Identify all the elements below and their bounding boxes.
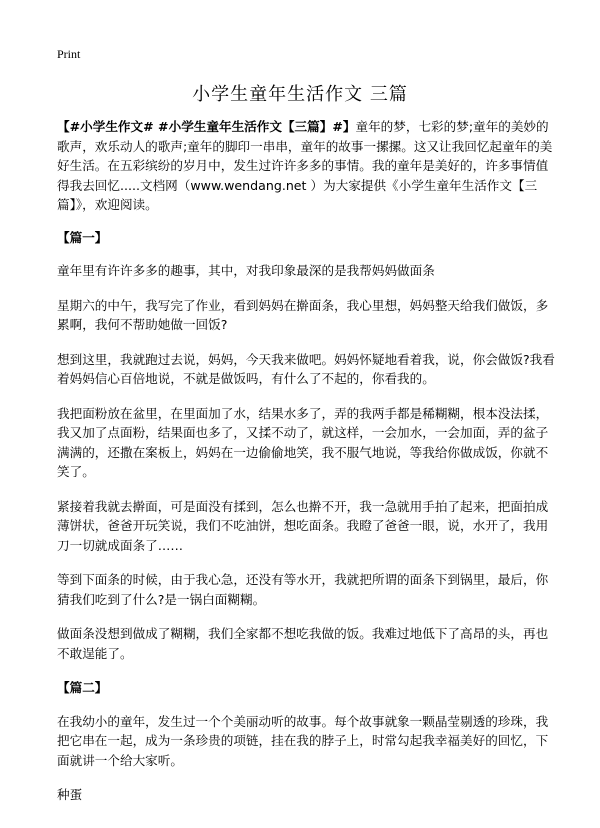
- paragraph: 在我幼小的童年，发生过一个个美丽动听的故事。每个故事就象一颗晶莹剔透的珍珠，我把它串在一起，成为一条珍贵的项链，挂在我的脖子上，时常勾起我幸福美好的回忆，下面就讲一个给大家听。: [57, 713, 549, 768]
- intro-tag: 【#小学生作文# #小学生童年生活作文【三篇】#】: [57, 119, 356, 134]
- paragraph: 星期六的中午，我写完了作业，看到妈妈在擀面条，我心里想，妈妈整天给我们做饭，多累啊，我何不帮助她做一回饭?: [57, 297, 549, 332]
- paragraph: 等到下面条的时候，由于我心急，还没有等水开，我就把所谓的面条下到锅里，最后，你猜我们吃到了什么?是一锅白面糊糊。: [57, 572, 549, 607]
- paragraph: 想到这里，我就跑过去说，妈妈，今天我来做吧。妈妈怀疑地看着我，说，你会做饭?我看着妈妈信心百倍地说，不就是做饭吗，有什么了不起的，你看我的。: [57, 351, 555, 386]
- intro-text: 童年的梦，七彩的梦;童年的美妙的歌声，欢乐动人的歌声;童年的脚印一串串，童年的故事一摞摞。这又让我回忆起童年的美好生活。在五彩缤纷的岁月中，发生过许许多多的事情。我的童年是美好的，许多事情值得我去回忆.....文档网（www.wendang.net ）为大家提供《小学生童年生活作文【三篇】》，欢迎阅读。: [57, 119, 553, 212]
- paragraph: 紧接着我就去擀面，可是面没有揉到，怎么也擀不开，我一急就用手拍了起来，把面拍成薄饼状，爸爸开玩笑说，我们不吃油饼，想吃面条。我瞪了爸爸一眼，说，水开了，我用刀一切就成面条了……: [57, 498, 549, 553]
- paragraph: 我把面粉放在盆里，在里面加了水，结果水多了，弄的我两手都是稀糊糊，根本没法揉，我又加了点面粉，结果面也多了，又揉不动了，就这样，一会加水，一会加面，弄的盆子满满的，还撒在案板上，妈妈在一边偷偷地笑，我不服气地说，等我给你做成饭，你就不笑了。: [57, 405, 549, 479]
- paragraph: 种蛋: [57, 787, 83, 802]
- print-label: Print: [57, 47, 81, 61]
- article-body: [57, 117, 558, 820]
- section-heading: 【篇二】: [57, 680, 108, 695]
- section-heading: 【篇一】: [57, 229, 108, 245]
- paragraph: 做面条没想到做成了糊糊，我们全家都不想吃我做的饭。我难过地低下了高昂的头，再也不敢逞能了。: [57, 626, 549, 661]
- intro-paragraph: [57, 117, 558, 215]
- page-title: 小学生童年生活作文 三篇: [192, 84, 408, 105]
- paragraph: 童年里有许许多多的趣事，其中，对我印象最深的是我帮妈妈做面条: [57, 263, 435, 278]
